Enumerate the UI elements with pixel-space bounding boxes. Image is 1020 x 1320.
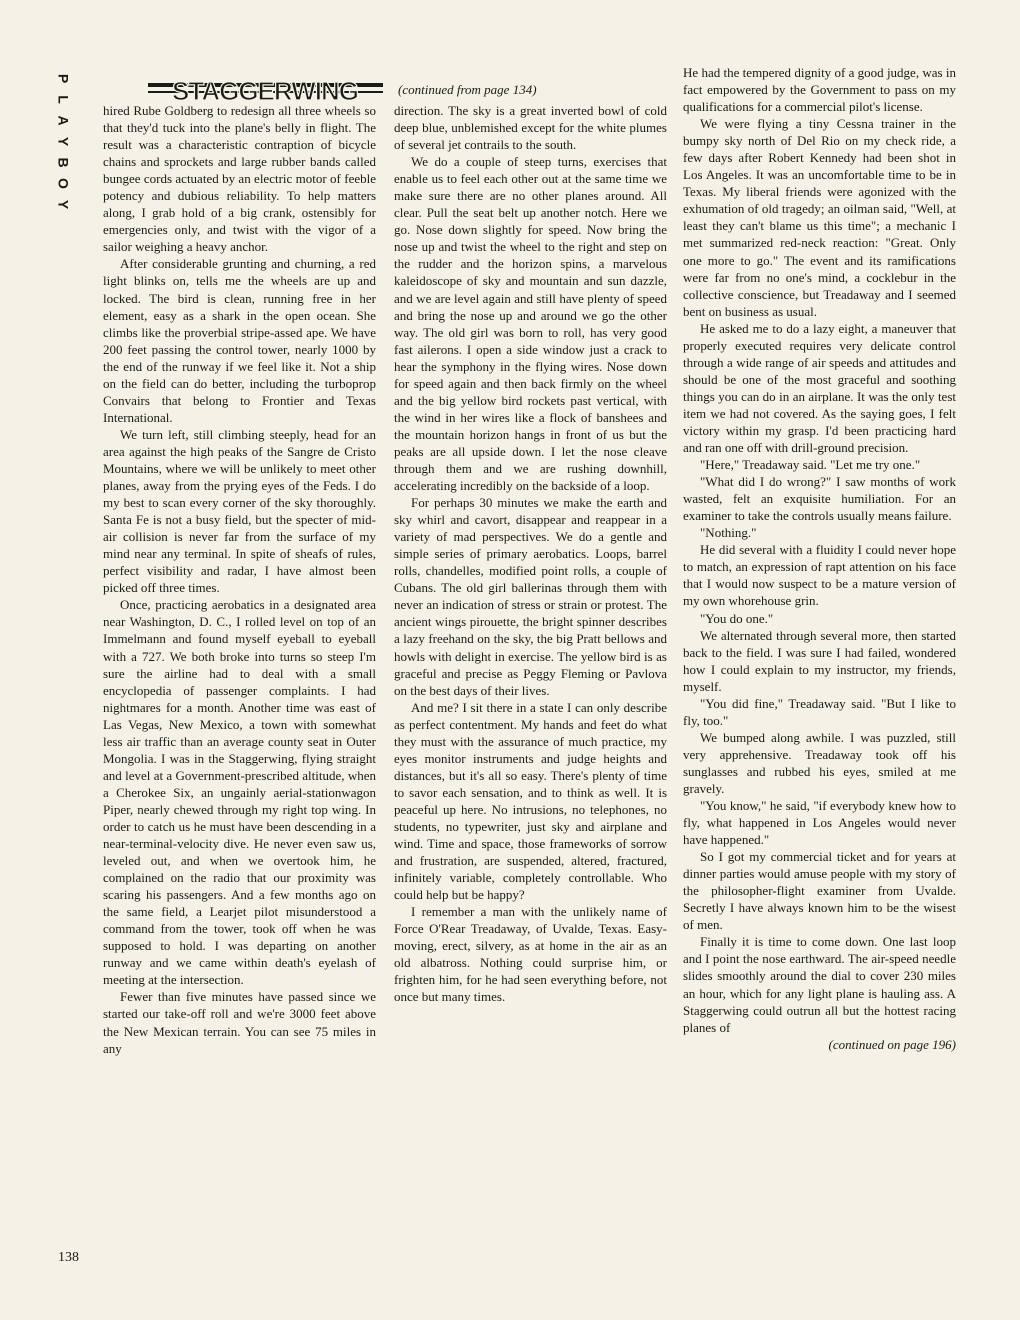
paragraph: "What did I do wrong?" I saw months of work wasted, felt an exquisite humiliation. For an examiner to take the controls usually means failure. (683, 474, 956, 524)
paragraph: We turn left, still climbing steeply, head for an area against the high peaks of the Sangre de Cristo Mountains, where we will be unlikely to meet other planes, away from the prying eyes of the Feds. I do my best to scan every corner of the sky thoroughly. Santa Fe is not a busy field, but the specter of mid-air collision is never far from the surface of my mind near any terminal. In spite of sheafs of rules, perfect visibility and radar, I have almost been picked off three times. (103, 426, 376, 596)
paragraph: We do a couple of steep turns, exercises that enable us to feel each other out at the same time we make sure there are no other planes around. All clear. Pull the seat belt up another notch. Here we go. Nose down slightly for speed. Now bring the nose up and twist the wheel to the right and step on the rudder and the horizon spins, a marvelous kaleidoscope of sky and mountain and sun dazzle, and we are level again and still have plenty of speed and bring the nose up and around we go the other way. The old girl was born to roll, has very good fast ailerons. I open a side window just a crack to hear the symphony in the flying wires. Nose down for speed again and then back firmly on the wheel and the big yellow bird rockets past vertical, with the wind in her wires like a flock of banshees and the mountain horizon hangs in front of us but the peaks are all upside down. I let the nose cleave through them and we are rushing downhill, accelerating incredibly on the backside of a loop. (394, 154, 667, 494)
magazine-letter: Y (55, 199, 72, 210)
magazine-name (52, 68, 74, 215)
paragraph: "Here," Treadaway said. "Let me try one." (700, 457, 921, 473)
paragraph: direction. The sky is a great inverted bowl of cold deep blue, unblemished except for the white plumes of several jet contrails to the south. (394, 103, 667, 153)
logo-text: STAGGERWING (172, 76, 358, 104)
paragraph: "You did fine," Treadaway said. "But I like to fly, too." (683, 695, 956, 728)
paragraph: After considerable grunting and churning, a red light blinks on, tells me the wheels are up and locked. The bird is clean, running free in her element, easy as a shark in the open ocean. She climbs like the proverbial stripe-assed ape. We have 200 feet passing the control tower, nearly 1000 by the end of the runway if we feel like it. Not a ship on the field can do better, including the turboprop Convairs that belong to Frontier and Texas International. (103, 256, 376, 425)
staggerwing-logo (148, 70, 383, 104)
paragraph: Finally it is time to come down. One last loop and I point the nose earthward. The air-speed needle slides smoothly around the dial to cover 230 miles an hour, which for any light plane is hauling ass. A Staggerwing could outrun all but the hottest racing planes of (683, 934, 956, 1035)
paragraph: "You do one." (700, 610, 774, 626)
paragraph: So I got my commercial ticket and for years at dinner parties would amuse people with my story of the philosopher-flight examiner from Uvalde. Secretly I have always known him to be the wisest of men. (683, 849, 956, 933)
page-number: 138 (58, 1250, 79, 1265)
paragraph: I remember a man with the unlikely name of Force O'Rear Treadaway, of Uvalde, Texas. Easy-moving, erect, silvery, as at home in the air as an old albatross. Nothing could surprise him, or frighten him, for he had seen everything before, not once but many times. (394, 904, 667, 1005)
paragraph: "You know," he said, "if everybody knew how to fly, what happened in Los Angeles would never have happened." (683, 798, 956, 848)
magazine-letter: L (55, 95, 72, 104)
column-3 (683, 64, 956, 1053)
paragraph: hired Rube Goldberg to redesign all three wheels so that they'd tuck into the plane's belly in flight. The result was a characteristic contraption of bicycle chains and sprockets and large rubber bands called bungee cords actuated by an electric motor of feeble potency and dubious reliability. To help matters along, I grab hold of a big crank, ostensibly for emergencies only, and twist with the vigor of a sailor weighing a heavy anchor. (103, 103, 376, 255)
magazine-letter: A (55, 115, 72, 126)
paragraph: We bumped along awhile. I was puzzled, still very apprehensive. Treadaway took off his sunglasses and rubbed his eyes, smiled at me gravely. (683, 729, 956, 796)
paragraph: Once, practicing aerobatics in a designated area near Washington, D. C., I rolled level on top of an Immelmann and found myself eyeball to eyeball with a 727. We both broke into turns so steep I'm sure the airline had to deal with a small encyclopedia of passenger complaints. I had nightmares for a month. Another time was east of Las Vegas, New Mexico, a town with somewhat less air traffic than an average county seat in Outer Mongolia. I was in the Staggerwing, flying straight and level at a Government-prescribed altitude, when a Cherokee Six, an ungainly aerial-stationwagon Piper, nearly chewed through my right top wing. In order to catch us he must have been descending in a near-terminal-velocity dive. He never even saw us, leveled out, and when we overtook him, he complained on the radio that our proximity was scaring his passengers. And a few months ago on the same field, a Learjet pilot misunderstood a command from the tower, took off when he was supposed to hold. I was departing on another runway and we came within death's eyelash of meeting at the intersection. (103, 597, 376, 988)
continued-from: (continued from page 134) (398, 82, 537, 97)
paragraph: We alternated through several more, then started back to the field. I was sure I had failed, wondered how I could explain to my instructor, my friends, myself. (683, 627, 956, 694)
magazine-letter: Y (55, 136, 72, 147)
paragraph: He did several with a fluidity I could never hope to match, an expression of rapt attention on his face that I would now suspect to be a mature version of my own whorehouse grin. (683, 542, 956, 609)
paragraph: For perhaps 30 minutes we make the earth and sky whirl and cavort, disappear and reappear in a variety of mad perspectives. We do a gentle and simple series of primary aerobatics. Loops, barrel rolls, chandelles, modified point rolls, a couple of Cubans. The old girl ballerinas through them with never an indication of stress or strain or protest. The ancient wings pirouette, the bright spinner describes a lazy freehand on the sky, the big Pratt bellows and howls with delight in exercise. The yellow bird is as graceful and precise as Peggy Fleming or Pavlova on the best days of their lives. (394, 495, 667, 698)
column-1 (103, 102, 376, 1057)
continued-on: (continued on page 196) (828, 1036, 956, 1052)
paragraph: We were flying a tiny Cessna trainer in the bumpy sky north of Del Rio on my check ride, a few days after Robert Kennedy had been shot in Los Angeles. It was an uncomfortable time to be in Texas. My liberal friends were agonized with the exhumation of old tragedy; an oilman said, "Well, at least they can't blame us this time"; a mechanic I met summarized red-neck reaction: "Great. Only one more to go." The event and its ramifications were far from no one's mind, a cocklebur in the collective conscience, but Treadaway and I seemed bent on business as usual. (683, 116, 956, 319)
paragraph: "Nothing." (700, 525, 757, 541)
paragraph: He had the tempered dignity of a good judge, was in fact empowered by the Government to pass on my qualifications for a commercial pilot's license. (683, 65, 956, 115)
column-2 (394, 102, 667, 1005)
magazine-letter: B (55, 157, 72, 168)
paragraph: He asked me to do a lazy eight, a maneuver that properly executed requires very delicate control through a wide range of air speeds and attitudes and should be one of the most graceful and soothing things you can do in an airplane. It was the only test item we had not covered. As the saying goes, I felt victory within my grasp. I'd been practicing hard and ran one off with drill-ground precision. (683, 320, 956, 456)
paragraph: And me? I sit there in a state I can only describe as perfect contentment. My hands and feet do what they must with the assurance of much practice, my eyes monitor instruments and judge heights and distances, but it's all so easy. There's plenty of time to savor each sensation, and to think as well. It is peaceful up here. No intrusions, no telephones, no students, no typewriter, just sky and airplane and wind. Time and space, those frameworks of sorrow and frustration, are suspended, altered, fractured, infinitely variable, completely controllable. Who could help but be happy? (394, 699, 667, 903)
paragraph: Fewer than five minutes have passed since we started our take-off roll and we're 3000 feet above the New Mexican terrain. You can see 75 miles in any (103, 989, 376, 1056)
magazine-letter: O (55, 178, 72, 189)
magazine-letter: P (55, 73, 72, 84)
